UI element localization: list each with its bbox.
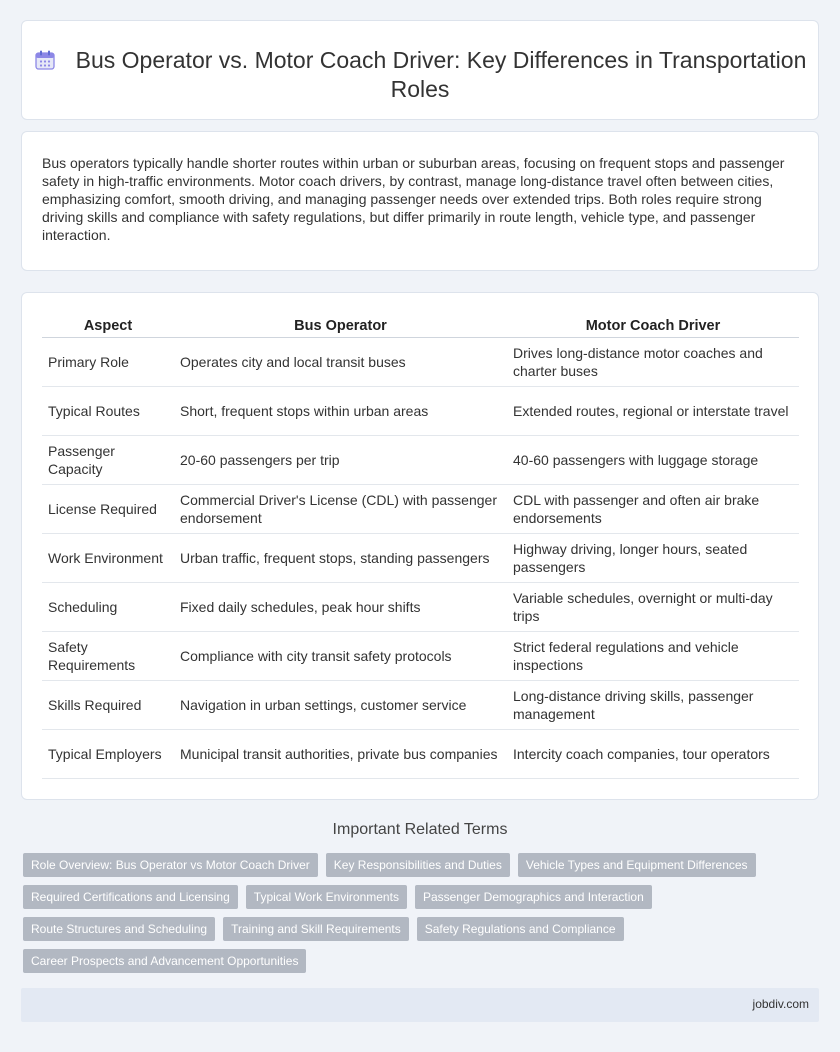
aspect-cell: Work Environment: [42, 533, 174, 582]
aspect-cell: Typical Routes: [42, 386, 174, 435]
motor-coach-cell: Highway driving, longer hours, seated passengers: [507, 533, 799, 582]
related-term-tag[interactable]: Vehicle Types and Equipment Differences: [518, 853, 756, 877]
table-row: [42, 533, 799, 582]
related-terms-title: Important Related Terms: [332, 821, 508, 838]
aspect-cell: Safety Requirements: [42, 631, 174, 680]
motor-coach-cell: 40-60 passengers with luggage storage: [507, 435, 799, 484]
related-term-tag[interactable]: Typical Work Environments: [246, 885, 407, 909]
related-term-tag[interactable]: Key Responsibilities and Duties: [326, 853, 510, 877]
related-term-tag[interactable]: Role Overview: Bus Operator vs Motor Coach Driver: [23, 853, 318, 877]
motor-coach-cell: CDL with passenger and often air brake endorsements: [507, 484, 799, 533]
motor-coach-cell: Drives long-distance motor coaches and charter buses: [507, 337, 799, 386]
table-row: [42, 729, 799, 778]
motor-coach-cell: Strict federal regulations and vehicle inspections: [507, 631, 799, 680]
related-terms-list: [23, 853, 813, 981]
bus-operator-cell: Commercial Driver's License (CDL) with passenger endorsement: [174, 484, 507, 533]
motor-coach-cell: Extended routes, regional or interstate travel: [507, 386, 799, 435]
header-card: [21, 20, 819, 120]
title-text: Bus Operator vs. Motor Coach Driver: Key Differences in Transportation Roles: [75, 47, 807, 102]
bus-operator-cell: Urban traffic, frequent stops, standing passengers: [174, 533, 507, 582]
table-row: [42, 484, 799, 533]
page-title: [22, 46, 818, 104]
related-term-tag[interactable]: Safety Regulations and Compliance: [417, 917, 624, 941]
related-term-tag[interactable]: Route Structures and Scheduling: [23, 917, 215, 941]
header-bus-operator: Bus Operator: [174, 315, 507, 337]
bus-operator-cell: Compliance with city transit safety protocols: [174, 631, 507, 680]
aspect-cell: Scheduling: [42, 582, 174, 631]
aspect-cell: Skills Required: [42, 680, 174, 729]
footer-site-link[interactable]: jobdiv.com: [752, 997, 809, 1011]
intro-paragraph: Bus operators typically handle shorter routes within urban or suburban areas, focusing on frequent stops and passenger safety in high-traffic environments. Motor coach drivers, by contrast, manage long-distance travel often between cities, emphasizing comfort, smooth driving, and managing passenger needs over extended trips. Both roles require strong driving skills and compliance with safety regulations, but differ primarily in route length, vehicle type, and passenger interaction.: [42, 155, 785, 243]
aspect-cell: Primary Role: [42, 337, 174, 386]
table-row: [42, 386, 799, 435]
bus-operator-cell: Municipal transit authorities, private bus companies: [174, 729, 507, 778]
table-row: [42, 337, 799, 386]
comparison-card: [21, 292, 819, 800]
table-row: [42, 582, 799, 631]
bus-operator-cell: 20-60 passengers per trip: [174, 435, 507, 484]
bus-operator-cell: Navigation in urban settings, customer service: [174, 680, 507, 729]
related-term-tag[interactable]: Required Certifications and Licensing: [23, 885, 238, 909]
table-row: [42, 680, 799, 729]
aspect-cell: License Required: [42, 484, 174, 533]
bus-operator-cell: Operates city and local transit buses: [174, 337, 507, 386]
header-motor-coach-driver: Motor Coach Driver: [507, 315, 799, 337]
aspect-cell: Passenger Capacity: [42, 435, 174, 484]
related-term-tag[interactable]: Career Prospects and Advancement Opportunities: [23, 949, 306, 973]
table-header-row: [42, 315, 799, 337]
bus-operator-cell: Fixed daily schedules, peak hour shifts: [174, 582, 507, 631]
table-row: [42, 631, 799, 680]
motor-coach-cell: Long-distance driving skills, passenger management: [507, 680, 799, 729]
bus-operator-cell: Short, frequent stops within urban areas: [174, 386, 507, 435]
related-term-tag[interactable]: Passenger Demographics and Interaction: [415, 885, 652, 909]
table-row: [42, 435, 799, 484]
motor-coach-cell: Intercity coach companies, tour operators: [507, 729, 799, 778]
header-aspect: Aspect: [42, 315, 174, 337]
comparison-table: [42, 315, 799, 779]
related-term-tag[interactable]: Training and Skill Requirements: [223, 917, 409, 941]
aspect-cell: Typical Employers: [42, 729, 174, 778]
footer: [21, 988, 819, 1022]
motor-coach-cell: Variable schedules, overnight or multi-day trips: [507, 582, 799, 631]
intro-card: [21, 131, 819, 271]
calendar-icon: [34, 49, 56, 71]
